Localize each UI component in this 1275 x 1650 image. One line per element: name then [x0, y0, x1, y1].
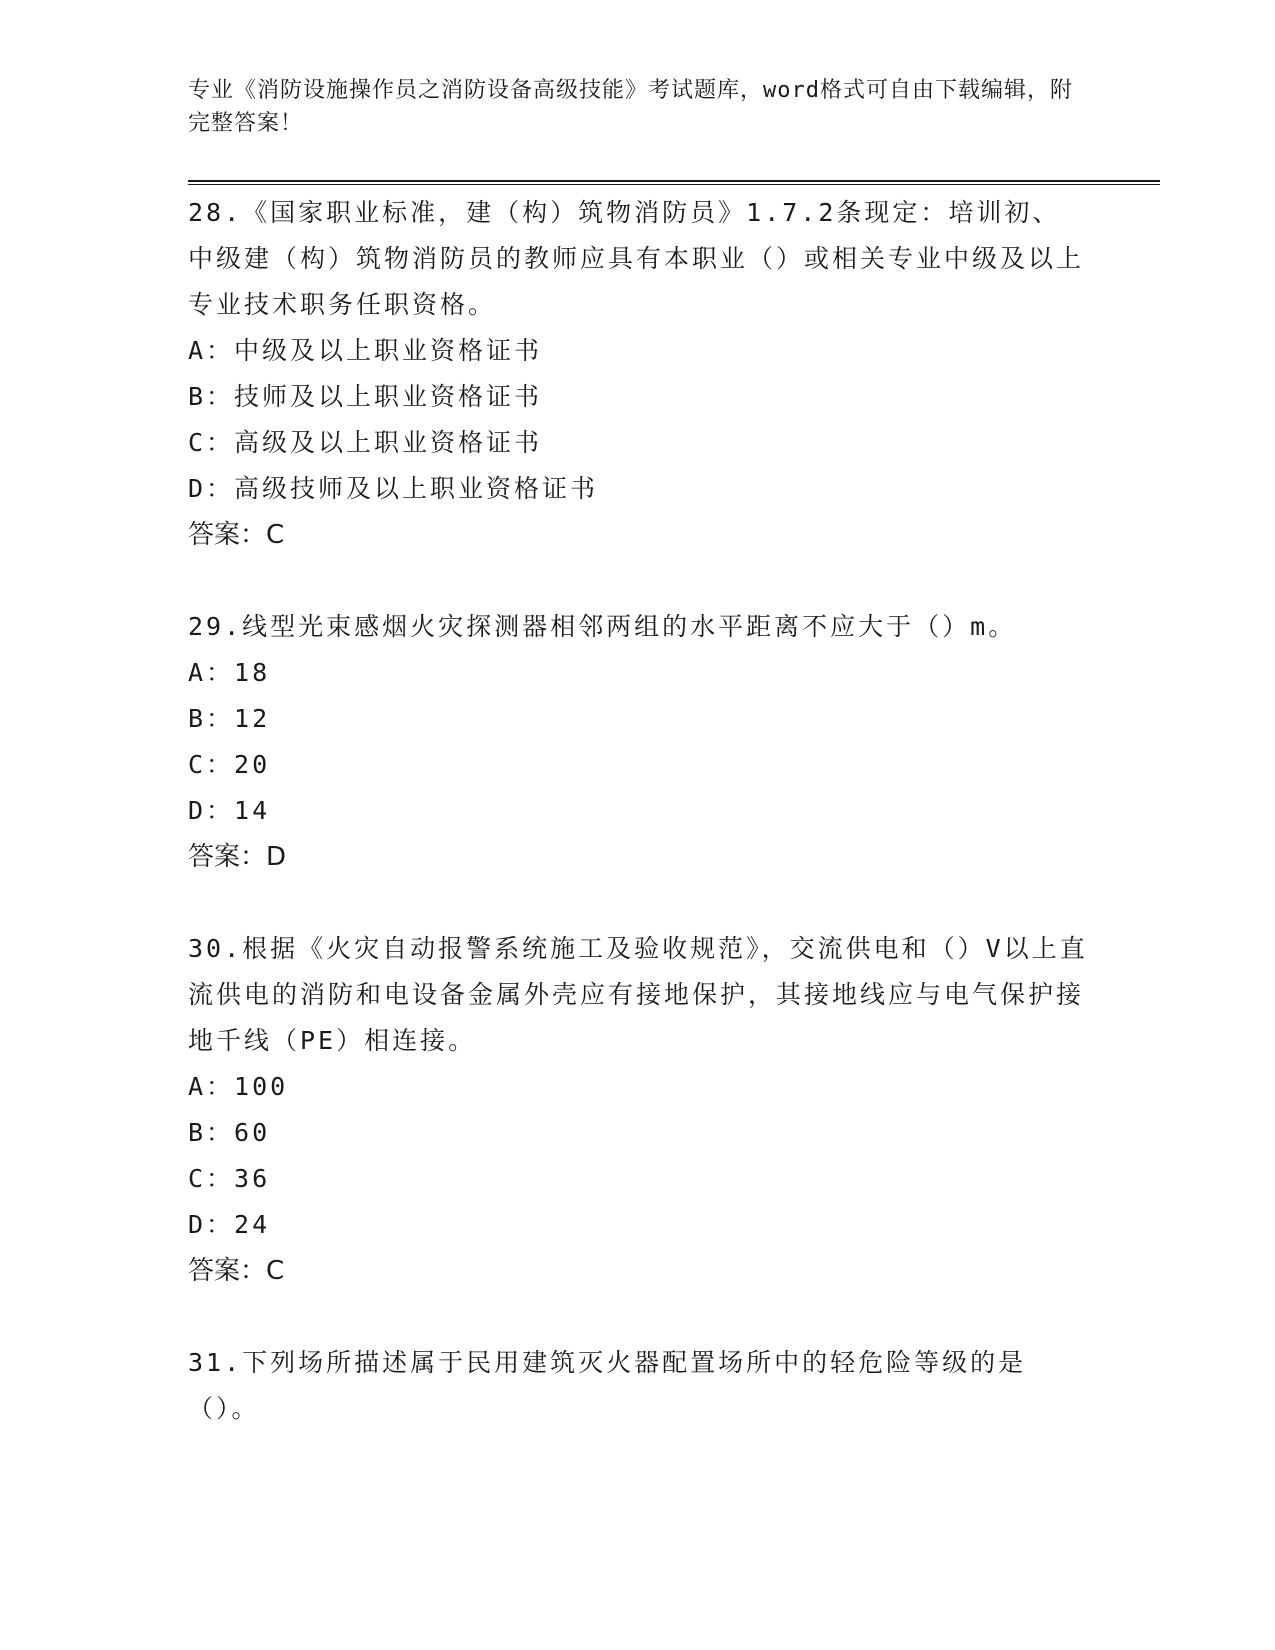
option-d: D：24	[188, 1210, 271, 1239]
question-stem: 31.下列场所描述属于民用建筑灭火器配置场所中的轻危险等级的是（）。	[188, 1348, 1027, 1423]
header-divider	[188, 180, 1160, 185]
option-b: B：60	[188, 1118, 271, 1147]
option-b: B：技师及以上职业资格证书	[188, 382, 543, 411]
option-d: D：14	[188, 796, 271, 825]
question-list	[188, 190, 1088, 1478]
answer-line: 答案：C	[188, 1256, 285, 1286]
answer-line: 答案：D	[188, 842, 287, 872]
question-stem: 28.《国家职业标准，建（构）筑物消防员》1.7.2条现定：培训初、中级建（构）筑物消防员的教师应具有本职业（）或相关专业中级及以上专业技术职务任职资格。	[188, 198, 1085, 319]
option-a: A：18	[188, 658, 271, 687]
question-31	[188, 1340, 1088, 1432]
question-30	[188, 926, 1088, 1294]
option-b: B：12	[188, 704, 271, 733]
option-d: D：高级技师及以上职业资格证书	[188, 474, 599, 503]
question-stem: 29.线型光束感烟火灾探测器相邻两组的水平距离不应大于（）m。	[188, 612, 1017, 641]
option-a: A：中级及以上职业资格证书	[188, 336, 543, 365]
question-stem: 30.根据《火灾自动报警系统施工及验收规范》，交流供电和（）V以上直流供电的消防和电设备金属外壳应有接地保护，其接地线应与电气保护接地千线（PE）相连接。	[188, 934, 1088, 1055]
document-header	[188, 74, 1088, 140]
question-28	[188, 190, 1088, 558]
question-29	[188, 604, 1088, 880]
option-c: C：20	[188, 750, 271, 779]
option-c: C：36	[188, 1164, 271, 1193]
option-c: C：高级及以上职业资格证书	[188, 428, 543, 457]
header-text: 专业《消防设施操作员之消防设备高级技能》考试题库，word格式可自由下载编辑，附完整答案！	[188, 78, 1073, 136]
answer-line: 答案：C	[188, 520, 285, 550]
option-a: A：100	[188, 1072, 289, 1101]
